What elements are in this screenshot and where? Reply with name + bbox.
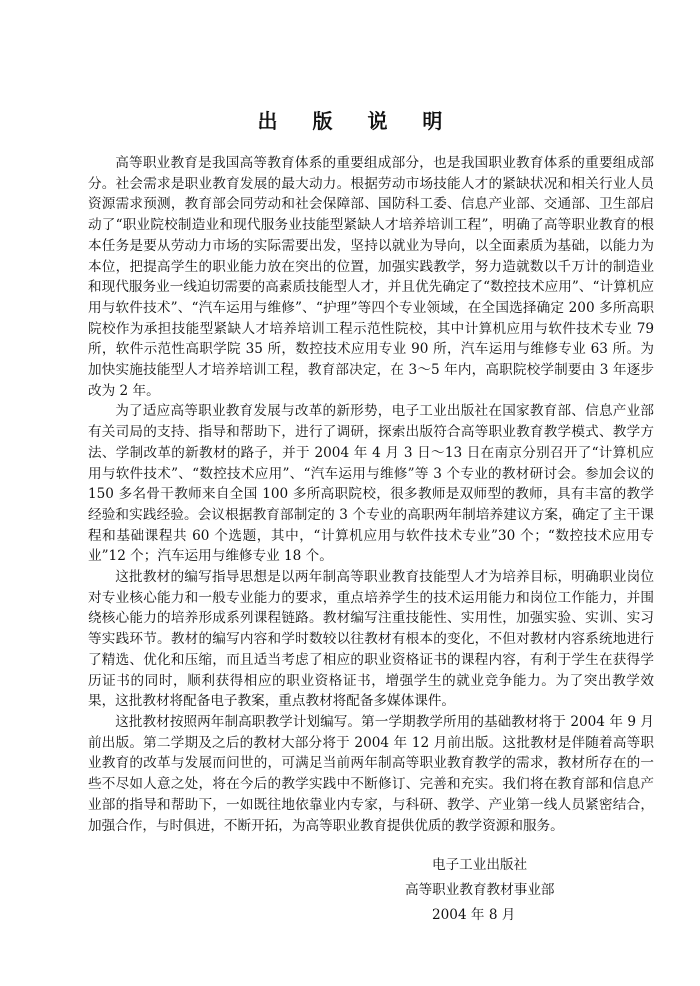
signature-organization: 电子工业出版社 bbox=[432, 857, 528, 873]
paragraph-3: 这批教材的编写指导思想是以两年制高等职业教育技能型人才为培养目标，明确职业岗位对专业核心能力和一般专业能力的要求，重点培养学生的技术运用能力和岗位工作能力，并围绕核心能力的培养形成系列课程链路。教材编写注重技能性、实用性，加强实验、实训、实习等实践环节。教材的编写内容和学时数较以往教材有根本的变化，不但对教材内容系统地进行了精选、优化和压缩，而且适当考虑了相应的职业资格证书的课程内容，有利于学生在获得学历证书的同时，顺利获得相应的职业资格证书，增强学生的就业竞争能力。为了突出教学效果，这批教材将配备电子教案，重点教材将配备多媒体课件。 bbox=[88, 569, 654, 710]
paragraph-1: 高等职业教育是我国高等教育体系的重要组成部分，也是我国职业教育体系的重要组成部分。社会需求是职业教育发展的最大动力。根据劳动市场技能人才的紧缺状况和相关行业人员资源需求预测，教育部会同劳动和社会保障部、国防科工委、信息产业部、交通部、卫生部启动了“职业院校制造业和现代服务业技能型紧缺人才培养培训工程”，明确了高等职业教育的根本任务是要从劳动力市场的实际需要出发，坚持以就业为导向，以全面素质为基础，以能力为本位，把提高学生的职业能力放在突出的位置，加强实践教学，努力造就数以千万计的制造业和现代服务业一线迫切需要的高素质技能型人才，并且优先确定了“数控技术应用”、“计算机应用与软件技术”、“汽车运用与维修”、“护理”等四个专业领域，在全国选择确定 200 多所高职院校作为承担技能型紧缺人才培养培训工程示范性院校，其中计算机应用与软件技术专业 79 所，软件示范性高职学院 35 所，数控技术应用专业 90 所，汽车运用与维修专业 63 所。为加快实施技能型人才培养培训工程，教育部决定，在 3～5 年内，高职院校学制要由 3 年逐步改为 2 年。 bbox=[88, 155, 654, 399]
signature-department: 高等职业教育教材事业部 bbox=[405, 882, 555, 898]
document-body bbox=[88, 153, 654, 836]
paragraph-2: 为了适应高等职业教育发展与改革的新形势，电子工业出版社在国家教育部、信息产业部有关司局的支持、指导和帮助下，进行了调研，探索出版符合高等职业教育教学模式、教学方法、学制改革的新教材的路子，并于 2004 年 4 月 3 日～13 日在南京分别召开了“计算机应用与软件技术”、“数控技术应用”、“汽车运用与维修”等 3 个专业的教材研讨会。参加会议的 150 多名骨干教师来自全国 100 多所高职院校，很多教师是双师型的教师，具有丰富的教学经验和实践经验。会议根据教育部制定的 3 个专业的高职两年制培养建议方案，确定了主干课程和基础课程共 60 个选题，其中，“计算机应用与软件技术专业”30 个；“数控技术应用专业”12 个；汽车运用与维修专业 18 个。 bbox=[88, 403, 654, 565]
document-title: 出 版 说 明 bbox=[257, 109, 457, 133]
signature-date: 2004 年 8 月 bbox=[432, 907, 516, 923]
paragraph-4: 这批教材按照两年制高职教学计划编写。第一学期教学所用的基础教材将于 2004 年 9 月前出版。第二学期及之后的教材大部分将于 2004 年 12 月前出版。这批教材是伴随着高等职业教育的改革与发展而问世的，可满足当前两年制高等职业教育教学的需求，教材所存在的一些不尽如人意之处，将在今后的教学实践中不断修订、完善和充实。我们将在教育部和信息产业部的指导和帮助下，一如既往地依靠业内专家，与科研、教学、产业第一线人员紧密结合，加强合作，与时俱进，不断开拓，为高等职业教育提供优质的教学资源和服务。 bbox=[88, 713, 654, 834]
